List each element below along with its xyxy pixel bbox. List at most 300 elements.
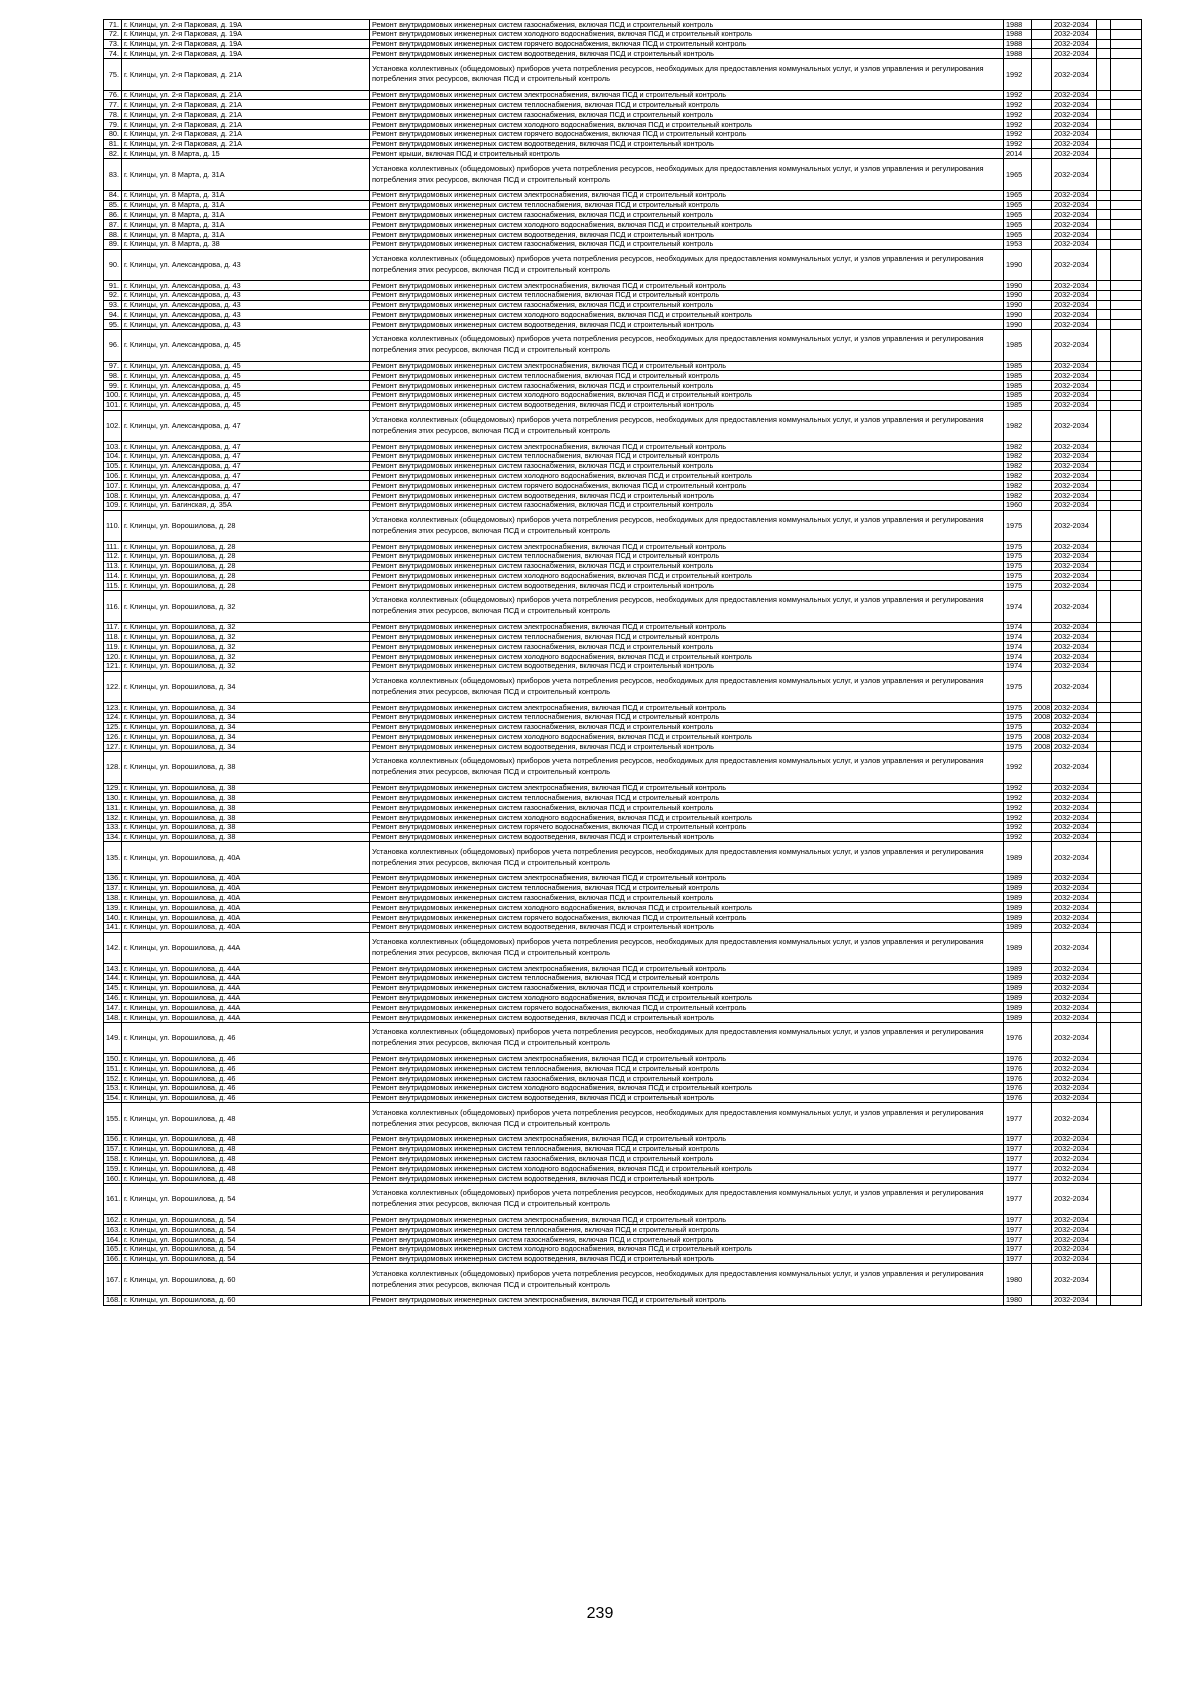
empty-cell: [1097, 1134, 1111, 1144]
period-cell: 2032-2034: [1052, 1134, 1097, 1144]
empty-cell: [1111, 993, 1142, 1003]
row-number: 87.: [104, 220, 122, 230]
empty-cell: [1111, 29, 1142, 39]
address-cell: г. Клинцы, ул. Александрова, д. 43: [122, 249, 370, 281]
table-row: [104, 239, 1142, 249]
table-row: [104, 481, 1142, 491]
repair-year-cell: [1032, 1225, 1052, 1235]
build-year-cell: 1990: [1004, 290, 1032, 300]
address-cell: г. Клинцы, ул. Ворошилова, д. 34: [122, 703, 370, 713]
work-description-cell: Ремонт внутридомовых инженерных систем электроснабжения, включая ПСД и строительный контроль: [370, 90, 1004, 100]
table-row: [104, 1022, 1142, 1054]
empty-cell: [1097, 1144, 1111, 1154]
work-description-cell: Ремонт внутридомовых инженерных систем электроснабжения, включая ПСД и строительный контроль: [370, 542, 1004, 552]
repair-year-cell: 2008: [1032, 742, 1052, 752]
work-description-cell: Ремонт внутридомовых инженерных систем холодного водоснабжения, включая ПСД и строительный контроль: [370, 1083, 1004, 1093]
row-number: 90.: [104, 249, 122, 281]
period-cell: 2032-2034: [1052, 451, 1097, 461]
build-year-cell: 1985: [1004, 390, 1032, 400]
empty-cell: [1097, 100, 1111, 110]
repair-year-cell: [1032, 803, 1052, 813]
row-number: 102.: [104, 410, 122, 442]
work-description-cell: Установка коллективных (общедомовых) приборов учета потребления ресурсов, необходимых для предоставления коммунальных услуг, и узлов управления и регулирования потребления этих ресурсов, включая ПСД и строительный контроль: [370, 59, 1004, 91]
period-cell: 2032-2034: [1052, 471, 1097, 481]
table-row: [104, 249, 1142, 281]
repair-year-cell: [1032, 1164, 1052, 1174]
row-number: 118.: [104, 632, 122, 642]
empty-cell: [1111, 1003, 1142, 1013]
address-cell: г. Клинцы, ул. Ворошилова, д. 40А: [122, 913, 370, 923]
table-row: [104, 1254, 1142, 1264]
repair-year-cell: [1032, 722, 1052, 732]
repair-year-cell: [1032, 873, 1052, 883]
empty-cell: [1097, 29, 1111, 39]
work-description-cell: Установка коллективных (общедомовых) приборов учета потребления ресурсов, необходимых для предоставления коммунальных услуг, и узлов управления и регулирования потребления этих ресурсов, включая ПСД и строительный контроль: [370, 932, 1004, 964]
empty-cell: [1097, 371, 1111, 381]
period-cell: 2032-2034: [1052, 1174, 1097, 1184]
repair-year-cell: [1032, 561, 1052, 571]
repair-year-cell: [1032, 190, 1052, 200]
period-cell: 2032-2034: [1052, 491, 1097, 501]
empty-cell: [1097, 390, 1111, 400]
row-number: 86.: [104, 210, 122, 220]
empty-cell: [1097, 20, 1111, 30]
work-description-cell: Ремонт внутридомовых инженерных систем холодного водоснабжения, включая ПСД и строительный контроль: [370, 390, 1004, 400]
row-number: 166.: [104, 1254, 122, 1264]
period-cell: 2032-2034: [1052, 983, 1097, 993]
address-cell: г. Клинцы, ул. Ворошилова, д. 44А: [122, 964, 370, 974]
empty-cell: [1111, 159, 1142, 191]
work-description-cell: Установка коллективных (общедомовых) приборов учета потребления ресурсов, необходимых для предоставления коммунальных услуг, и узлов управления и регулирования потребления этих ресурсов, включая ПСД и строительный контроль: [370, 591, 1004, 623]
row-number: 133.: [104, 822, 122, 832]
table-row: [104, 491, 1142, 501]
table-row: [104, 842, 1142, 874]
row-number: 150.: [104, 1054, 122, 1064]
table-row: [104, 1093, 1142, 1103]
row-number: 114.: [104, 571, 122, 581]
build-year-cell: 1980: [1004, 1295, 1032, 1305]
address-cell: г. Клинцы, ул. Ворошилова, д. 40А: [122, 922, 370, 932]
address-cell: г. Клинцы, ул. 2-я Парковая, д. 21А: [122, 100, 370, 110]
period-cell: 2032-2034: [1052, 671, 1097, 703]
empty-cell: [1111, 120, 1142, 130]
empty-cell: [1111, 742, 1142, 752]
empty-cell: [1097, 471, 1111, 481]
empty-cell: [1097, 190, 1111, 200]
address-cell: г. Клинцы, ул. 8 Марта, д. 31А: [122, 159, 370, 191]
repair-year-cell: [1032, 651, 1052, 661]
period-cell: 2032-2034: [1052, 400, 1097, 410]
repair-year-cell: [1032, 249, 1052, 281]
row-number: 74.: [104, 49, 122, 59]
address-cell: г. Клинцы, ул. Ворошилова, д. 46: [122, 1022, 370, 1054]
table-row: [104, 1164, 1142, 1174]
work-description-cell: Ремонт внутридомовых инженерных систем электроснабжения, включая ПСД и строительный контроль: [370, 964, 1004, 974]
empty-cell: [1111, 1254, 1142, 1264]
empty-cell: [1097, 632, 1111, 642]
address-cell: г. Клинцы, ул. Ворошилова, д. 40А: [122, 873, 370, 883]
repair-year-cell: [1032, 1154, 1052, 1164]
row-number: 71.: [104, 20, 122, 30]
period-cell: 2032-2034: [1052, 571, 1097, 581]
period-cell: 2032-2034: [1052, 149, 1097, 159]
work-description-cell: Ремонт внутридомовых инженерных систем водоотведения, включая ПСД и строительный контроль: [370, 1013, 1004, 1023]
row-number: 78.: [104, 110, 122, 120]
work-description-cell: Ремонт внутридомовых инженерных систем горячего водоснабжения, включая ПСД и строительный контроль: [370, 129, 1004, 139]
empty-cell: [1111, 210, 1142, 220]
repair-year-cell: [1032, 390, 1052, 400]
build-year-cell: 1975: [1004, 542, 1032, 552]
empty-cell: [1097, 451, 1111, 461]
row-number: 147.: [104, 1003, 122, 1013]
address-cell: г. Клинцы, ул. Ворошилова, д. 44А: [122, 932, 370, 964]
repair-year-cell: [1032, 832, 1052, 842]
row-number: 85.: [104, 200, 122, 210]
address-cell: г. Клинцы, ул. Ворошилова, д. 54: [122, 1225, 370, 1235]
empty-cell: [1097, 510, 1111, 542]
table-row: [104, 722, 1142, 732]
empty-cell: [1111, 229, 1142, 239]
address-cell: г. Клинцы, ул. Ворошилова, д. 28: [122, 551, 370, 561]
empty-cell: [1111, 1174, 1142, 1184]
empty-cell: [1097, 671, 1111, 703]
address-cell: г. Клинцы, ул. Ворошилова, д. 46: [122, 1083, 370, 1093]
empty-cell: [1111, 320, 1142, 330]
repair-year-cell: [1032, 581, 1052, 591]
period-cell: 2032-2034: [1052, 703, 1097, 713]
empty-cell: [1111, 671, 1142, 703]
empty-cell: [1111, 1013, 1142, 1023]
empty-cell: [1097, 210, 1111, 220]
row-number: 153.: [104, 1083, 122, 1093]
row-number: 158.: [104, 1154, 122, 1164]
address-cell: г. Клинцы, ул. Багинская, д. 35А: [122, 500, 370, 510]
period-cell: 2032-2034: [1052, 873, 1097, 883]
build-year-cell: 1977: [1004, 1154, 1032, 1164]
empty-cell: [1097, 1264, 1111, 1296]
row-number: 155.: [104, 1103, 122, 1135]
table-row: [104, 803, 1142, 813]
address-cell: г. Клинцы, ул. Александрова, д. 43: [122, 310, 370, 320]
work-description-cell: Ремонт внутридомовых инженерных систем газоснабжения, включая ПСД и строительный контроль: [370, 893, 1004, 903]
row-number: 107.: [104, 481, 122, 491]
period-cell: 2032-2034: [1052, 883, 1097, 893]
table-row: [104, 922, 1142, 932]
address-cell: г. Клинцы, ул. Ворошилова, д. 54: [122, 1215, 370, 1225]
row-number: 105.: [104, 461, 122, 471]
build-year-cell: 1992: [1004, 90, 1032, 100]
period-cell: 2032-2034: [1052, 651, 1097, 661]
address-cell: г. Клинцы, ул. Ворошилова, д. 60: [122, 1295, 370, 1305]
work-description-cell: Установка коллективных (общедомовых) приборов учета потребления ресурсов, необходимых для предоставления коммунальных услуг, и узлов управления и регулирования потребления этих ресурсов, включая ПСД и строительный контроль: [370, 1103, 1004, 1135]
empty-cell: [1097, 752, 1111, 784]
repair-year-cell: [1032, 1103, 1052, 1135]
address-cell: г. Клинцы, ул. Александрова, д. 43: [122, 320, 370, 330]
row-number: 160.: [104, 1174, 122, 1184]
table-row: [104, 500, 1142, 510]
work-description-cell: Ремонт внутридомовых инженерных систем теплоснабжения, включая ПСД и строительный контроль: [370, 451, 1004, 461]
work-description-cell: Ремонт внутридомовых инженерных систем водоотведения, включая ПСД и строительный контроль: [370, 1254, 1004, 1264]
period-cell: 2032-2034: [1052, 1164, 1097, 1174]
row-number: 81.: [104, 139, 122, 149]
row-number: 161.: [104, 1183, 122, 1215]
work-description-cell: Ремонт внутридомовых инженерных систем теплоснабжения, включая ПСД и строительный контроль: [370, 1225, 1004, 1235]
repair-year-cell: [1032, 903, 1052, 913]
row-number: 128.: [104, 752, 122, 784]
row-number: 100.: [104, 390, 122, 400]
address-cell: г. Клинцы, ул. Ворошилова, д. 32: [122, 591, 370, 623]
build-year-cell: 1976: [1004, 1054, 1032, 1064]
work-description-cell: Ремонт внутридомовых инженерных систем водоотведения, включая ПСД и строительный контроль: [370, 1174, 1004, 1184]
row-number: 127.: [104, 742, 122, 752]
repair-year-cell: [1032, 551, 1052, 561]
period-cell: 2032-2034: [1052, 210, 1097, 220]
address-cell: г. Клинцы, ул. Ворошилова, д. 48: [122, 1134, 370, 1144]
row-number: 109.: [104, 500, 122, 510]
repair-year-cell: [1032, 1054, 1052, 1064]
build-year-cell: 1989: [1004, 883, 1032, 893]
repair-year-cell: [1032, 500, 1052, 510]
empty-cell: [1111, 812, 1142, 822]
empty-cell: [1111, 1083, 1142, 1093]
work-description-cell: Ремонт внутридомовых инженерных систем газоснабжения, включая ПСД и строительный контроль: [370, 461, 1004, 471]
table-row: [104, 642, 1142, 652]
address-cell: г. Клинцы, ул. Ворошилова, д. 38: [122, 822, 370, 832]
empty-cell: [1111, 1244, 1142, 1254]
row-number: 156.: [104, 1134, 122, 1144]
build-year-cell: 1977: [1004, 1164, 1032, 1174]
address-cell: г. Клинцы, ул. Ворошилова, д. 46: [122, 1073, 370, 1083]
empty-cell: [1097, 722, 1111, 732]
work-description-cell: Установка коллективных (общедомовых) приборов учета потребления ресурсов, необходимых для предоставления коммунальных услуг, и узлов управления и регулирования потребления этих ресурсов, включая ПСД и строительный контроль: [370, 1264, 1004, 1296]
period-cell: 2032-2034: [1052, 1022, 1097, 1054]
build-year-cell: 1992: [1004, 59, 1032, 91]
empty-cell: [1097, 542, 1111, 552]
period-cell: 2032-2034: [1052, 642, 1097, 652]
address-cell: г. Клинцы, ул. Ворошилова, д. 28: [122, 561, 370, 571]
repair-year-cell: [1032, 39, 1052, 49]
work-description-cell: Ремонт внутридомовых инженерных систем теплоснабжения, включая ПСД и строительный контроль: [370, 371, 1004, 381]
build-year-cell: 1982: [1004, 442, 1032, 452]
work-description-cell: Ремонт внутридомовых инженерных систем горячего водоснабжения, включая ПСД и строительный контроль: [370, 1003, 1004, 1013]
address-cell: г. Клинцы, ул. Ворошилова, д. 32: [122, 642, 370, 652]
address-cell: г. Клинцы, ул. Ворошилова, д. 44А: [122, 1003, 370, 1013]
empty-cell: [1097, 1225, 1111, 1235]
repair-year-cell: [1032, 591, 1052, 623]
period-cell: 2032-2034: [1052, 139, 1097, 149]
work-description-cell: Ремонт внутридомовых инженерных систем газоснабжения, включая ПСД и строительный контроль: [370, 210, 1004, 220]
repair-year-cell: [1032, 371, 1052, 381]
build-year-cell: 1988: [1004, 20, 1032, 30]
period-cell: 2032-2034: [1052, 1093, 1097, 1103]
empty-cell: [1111, 803, 1142, 813]
work-description-cell: Ремонт внутридомовых инженерных систем теплоснабжения, включая ПСД и строительный контроль: [370, 883, 1004, 893]
address-cell: г. Клинцы, ул. Ворошилова, д. 48: [122, 1154, 370, 1164]
work-description-cell: Ремонт внутридомовых инженерных систем электроснабжения, включая ПСД и строительный контроль: [370, 1134, 1004, 1144]
period-cell: 2032-2034: [1052, 120, 1097, 130]
period-cell: 2032-2034: [1052, 752, 1097, 784]
work-description-cell: Ремонт внутридомовых инженерных систем теплоснабжения, включая ПСД и строительный контроль: [370, 973, 1004, 983]
build-year-cell: 1992: [1004, 110, 1032, 120]
empty-cell: [1097, 500, 1111, 510]
row-number: 123.: [104, 703, 122, 713]
address-cell: г. Клинцы, ул. Ворошилова, д. 38: [122, 752, 370, 784]
build-year-cell: 1965: [1004, 220, 1032, 230]
empty-cell: [1097, 1054, 1111, 1064]
table-body: [104, 20, 1142, 1306]
address-cell: г. Клинцы, ул. Ворошилова, д. 28: [122, 581, 370, 591]
work-description-cell: Ремонт внутридомовых инженерных систем газоснабжения, включая ПСД и строительный контроль: [370, 381, 1004, 391]
work-description-cell: Ремонт внутридомовых инженерных систем газоснабжения, включая ПСД и строительный контроль: [370, 110, 1004, 120]
repair-year-cell: [1032, 281, 1052, 291]
empty-cell: [1097, 742, 1111, 752]
address-cell: г. Клинцы, ул. Ворошилова, д. 34: [122, 732, 370, 742]
address-cell: г. Клинцы, ул. Александрова, д. 45: [122, 371, 370, 381]
empty-cell: [1111, 622, 1142, 632]
work-description-cell: Ремонт внутридомовых инженерных систем холодного водоснабжения, включая ПСД и строительный контроль: [370, 812, 1004, 822]
empty-cell: [1097, 591, 1111, 623]
table-row: [104, 973, 1142, 983]
empty-cell: [1097, 1003, 1111, 1013]
period-cell: 2032-2034: [1052, 249, 1097, 281]
repair-year-cell: [1032, 120, 1052, 130]
table-row: [104, 732, 1142, 742]
repair-year-cell: [1032, 793, 1052, 803]
empty-cell: [1111, 451, 1142, 461]
repair-year-cell: 2008: [1032, 712, 1052, 722]
row-number: 94.: [104, 310, 122, 320]
build-year-cell: 1982: [1004, 461, 1032, 471]
table-row: [104, 1103, 1142, 1135]
work-description-cell: Ремонт внутридомовых инженерных систем холодного водоснабжения, включая ПСД и строительный контроль: [370, 571, 1004, 581]
table-row: [104, 783, 1142, 793]
table-row: [104, 542, 1142, 552]
empty-cell: [1111, 783, 1142, 793]
address-cell: г. Клинцы, ул. 8 Марта, д. 31А: [122, 220, 370, 230]
empty-cell: [1097, 139, 1111, 149]
period-cell: 2032-2034: [1052, 220, 1097, 230]
build-year-cell: 1989: [1004, 993, 1032, 1003]
empty-cell: [1111, 310, 1142, 320]
row-number: 131.: [104, 803, 122, 813]
empty-cell: [1097, 400, 1111, 410]
period-cell: 2032-2034: [1052, 1254, 1097, 1264]
table-row: [104, 651, 1142, 661]
empty-cell: [1111, 149, 1142, 159]
empty-cell: [1111, 481, 1142, 491]
table-row: [104, 571, 1142, 581]
repair-schedule-table: [103, 19, 1142, 1306]
table-row: [104, 1183, 1142, 1215]
work-description-cell: Ремонт внутридомовых инженерных систем электроснабжения, включая ПСД и строительный контроль: [370, 190, 1004, 200]
empty-cell: [1097, 110, 1111, 120]
row-number: 110.: [104, 510, 122, 542]
build-year-cell: 1989: [1004, 973, 1032, 983]
work-description-cell: Ремонт внутридомовых инженерных систем водоотведения, включая ПСД и строительный контроль: [370, 49, 1004, 59]
repair-year-cell: [1032, 20, 1052, 30]
table-row: [104, 49, 1142, 59]
repair-year-cell: [1032, 571, 1052, 581]
table-row: [104, 139, 1142, 149]
build-year-cell: 1977: [1004, 1215, 1032, 1225]
table-row: [104, 1083, 1142, 1093]
work-description-cell: Ремонт внутридомовых инженерных систем газоснабжения, включая ПСД и строительный контроль: [370, 20, 1004, 30]
build-year-cell: 1990: [1004, 281, 1032, 291]
row-number: 140.: [104, 913, 122, 923]
row-number: 165.: [104, 1244, 122, 1254]
empty-cell: [1111, 500, 1142, 510]
period-cell: 2032-2034: [1052, 461, 1097, 471]
empty-cell: [1111, 964, 1142, 974]
build-year-cell: 1977: [1004, 1183, 1032, 1215]
table-row: [104, 742, 1142, 752]
build-year-cell: 1974: [1004, 661, 1032, 671]
period-cell: 2032-2034: [1052, 1295, 1097, 1305]
table-row: [104, 983, 1142, 993]
empty-cell: [1111, 1064, 1142, 1074]
period-cell: 2032-2034: [1052, 500, 1097, 510]
empty-cell: [1111, 873, 1142, 883]
empty-cell: [1111, 903, 1142, 913]
work-description-cell: Ремонт внутридомовых инженерных систем газоснабжения, включая ПСД и строительный контроль: [370, 983, 1004, 993]
row-number: 95.: [104, 320, 122, 330]
repair-year-cell: [1032, 461, 1052, 471]
repair-year-cell: [1032, 783, 1052, 793]
address-cell: г. Клинцы, ул. Ворошилова, д. 46: [122, 1093, 370, 1103]
empty-cell: [1097, 642, 1111, 652]
row-number: 120.: [104, 651, 122, 661]
empty-cell: [1111, 752, 1142, 784]
work-description-cell: Ремонт внутридомовых инженерных систем водоотведения, включая ПСД и строительный контроль: [370, 139, 1004, 149]
period-cell: 2032-2034: [1052, 239, 1097, 249]
empty-cell: [1111, 1264, 1142, 1296]
work-description-cell: Установка коллективных (общедомовых) приборов учета потребления ресурсов, необходимых для предоставления коммунальных услуг, и узлов управления и регулирования потребления этих ресурсов, включая ПСД и строительный контроль: [370, 330, 1004, 362]
address-cell: г. Клинцы, ул. Александрова, д. 47: [122, 451, 370, 461]
repair-year-cell: [1032, 1183, 1052, 1215]
row-number: 163.: [104, 1225, 122, 1235]
empty-cell: [1097, 803, 1111, 813]
build-year-cell: 1977: [1004, 1234, 1032, 1244]
table-row: [104, 1215, 1142, 1225]
build-year-cell: 1988: [1004, 39, 1032, 49]
empty-cell: [1097, 1244, 1111, 1254]
repair-year-cell: [1032, 49, 1052, 59]
empty-cell: [1111, 1134, 1142, 1144]
empty-cell: [1097, 461, 1111, 471]
build-year-cell: 1989: [1004, 983, 1032, 993]
row-number: 99.: [104, 381, 122, 391]
table-row: [104, 200, 1142, 210]
table-row: [104, 159, 1142, 191]
work-description-cell: Ремонт внутридомовых инженерных систем газоснабжения, включая ПСД и строительный контроль: [370, 1154, 1004, 1164]
build-year-cell: 1953: [1004, 239, 1032, 249]
row-number: 154.: [104, 1093, 122, 1103]
empty-cell: [1111, 922, 1142, 932]
address-cell: г. Клинцы, ул. Ворошилова, д. 38: [122, 803, 370, 813]
build-year-cell: 1992: [1004, 793, 1032, 803]
row-number: 132.: [104, 812, 122, 822]
period-cell: 2032-2034: [1052, 712, 1097, 722]
table-row: [104, 883, 1142, 893]
empty-cell: [1097, 90, 1111, 100]
build-year-cell: 1989: [1004, 922, 1032, 932]
repair-year-cell: [1032, 632, 1052, 642]
empty-cell: [1097, 300, 1111, 310]
build-year-cell: 1989: [1004, 1003, 1032, 1013]
work-description-cell: Ремонт внутридомовых инженерных систем горячего водоснабжения, включая ПСД и строительный контроль: [370, 822, 1004, 832]
row-number: 136.: [104, 873, 122, 883]
table-row: [104, 812, 1142, 822]
